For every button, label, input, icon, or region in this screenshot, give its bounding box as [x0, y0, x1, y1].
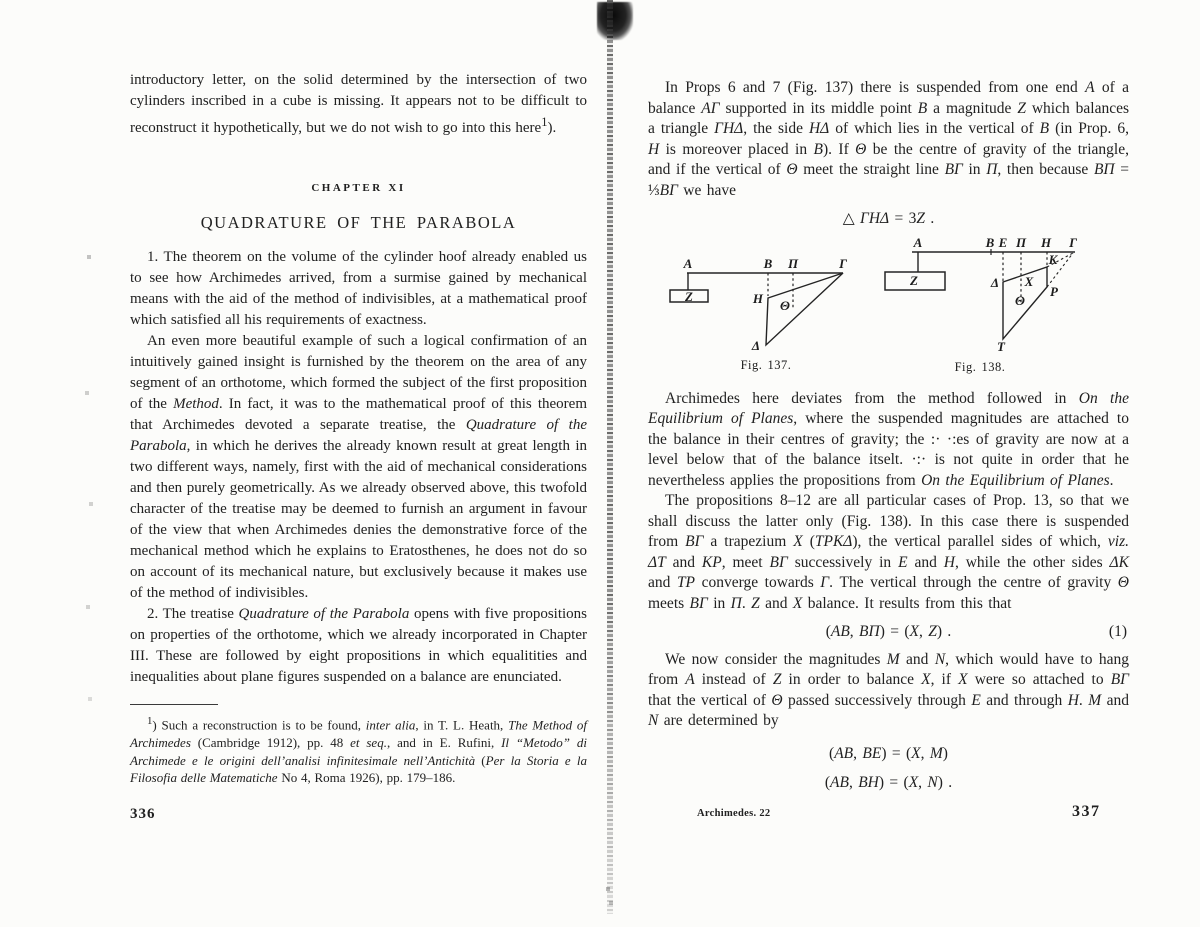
paragraph: The propositions 8–12 are all particular cases of Prop. 13, so that we shall discuss the latter only (Fig. 138). In this case there is suspended from BΓ a trapezium X (TPKΔ), the vertical parallel sides of which, viz. ΔT and KP, meet BΓ successively in E and H, while the other sides ΔK and TP converge towards Γ. The vertical through the centre of gravity Θ meets BΓ in Π. Z and X balance. It results from this that [648, 492, 1129, 612]
figure-label-x: X [1024, 273, 1034, 289]
figure-label-delta: Δ [990, 274, 999, 290]
figure-label-h: H [1040, 236, 1052, 250]
scan-specks [0, 0, 2, 2]
paragraph: In Props 6 and 7 (Fig. 137) there is suspended from one end A of a balance AΓ supported in its middle point B a magnitude Z which balances a triangle ΓHΔ, the side HΔ of which lies in the vertical of B (in Prop. 6, H is moreover placed in B). If Θ be the centre of gravity of the triangle, and if the vertical of Θ meet the straight line BΓ in Π, then because BΠ = ⅓BΓ we have [648, 79, 1130, 199]
figure-label-b: B [763, 255, 773, 271]
footnote: $^1$) Such a reconstruction is to be found, inter alia, in T. L. Heath, The Method of Archimedes (Cambridge 1912), pp. 48 et seq., and in E. Rufini, Il “Metodo” di Archimede e le origini dell’analisi infinitesimale nell’Antichità (Per la Storia e la Filosofia delle Matematiche No 4, Roma 1926), pp. 179–186. [130, 715, 588, 786]
equation: (AB, BE) = (X, M) [829, 744, 948, 762]
paragraph: 1. The theorem on the volume of the cylinder hoof already enabled us to see how Archimedes arrived, from a surmise gained by mechanical means with the aid of the method of indivisibles, at a mathematical proof which satisfied all his requirements of exactness. [130, 249, 587, 328]
figures-row [648, 237, 1129, 389]
figure-138 [884, 237, 1129, 382]
figure-label-z: Z [685, 288, 693, 304]
figure-label-k: K [1048, 251, 1058, 267]
figure-label-e: E [998, 236, 1008, 250]
equation: △ ΓHΔ = 3Z . [842, 210, 935, 227]
equation-row [648, 622, 1129, 643]
figure-label-a: A [683, 255, 693, 271]
figure-label-t: T [997, 338, 1005, 354]
page-number-right: 337 [1072, 803, 1101, 820]
figure-label-h: H [752, 290, 763, 306]
figure-label-z: Z [910, 272, 918, 288]
page-number-left: 336 [130, 806, 156, 822]
binding-gutter [607, 0, 613, 914]
figure-label-theta: Θ [780, 297, 790, 313]
left-page-column [130, 70, 587, 787]
equation-number: (1) [1108, 623, 1127, 640]
figure-label-delta: Δ [751, 337, 761, 353]
figure-label-gamma: Γ [839, 255, 847, 271]
intro-paragraph: introductory letter, on the solid determined by the intersection of two cylinders inscribed in a cube is missing. It appears not to be difficult to reconstruct it hypothetically, but we do not wish to go into this here$^1$). [130, 72, 587, 136]
paragraph: An even more beautiful example of such a logical confirmation of an intuitively gained insight is furnished by the theorem on the area of any segment of an orthotome, which formed the subject of the first proposition of the Method. In fact, it was to the mathematical proof of this theorem that Archimedes devoted a separate treatise, the Quadrature of the Parabola, in which he derives the already known result at great length in two different ways, namely, first with the aid of mechanical considerations and then purely geometrically. As we already observed above, this twofold character of the treatise may be deemed to furnish an argument in favour of the view that when Archimedes denies the demonstrative force of the mechanical method which he explains to Eratosthenes, he does not do so on account of its mechanical nature, but exclusively because it makes use of the method of indivisibles. [130, 333, 587, 601]
chapter-title: QUADRATURE OF THE PARABOLA [200, 213, 517, 232]
figure-137 [651, 240, 856, 375]
figure-label-pi: Π [1015, 236, 1027, 250]
footnote-rule [130, 704, 218, 705]
equation: (AB, BH) = (X, N) . [824, 774, 953, 791]
paragraph: 2. The treatise Quadrature of the Parabola opens with five propositions on properties of the orthotome, which we already incorporated in Chapter III. These are followed by eight propositions in which equalitities and inequalities about plane figures suspended on a balance are enunciated. [130, 606, 588, 685]
figure-caption: Fig. 138. [954, 359, 1006, 374]
paragraph: We now consider the magnitudes M and N, which would have to hang from A instead of Z in order to balance X, if X were so attached to BΓ that the vertical of Θ passed successively through E and through H. M and N are determined by [648, 650, 1129, 729]
chapter-label: CHAPTER XI [311, 182, 406, 194]
binding-smudge [597, 2, 633, 40]
figure-label-b: B [985, 236, 995, 250]
figure-label-p: P [1050, 283, 1058, 299]
paragraph: Archimedes here deviates from the method followed in On the Equilibrium of Planes, where the suspended magnitudes are attached to the balance in their centres of gravity; the :· ·:es of gravity are now at a level below that of the balance itselt. ·:· is not quite in order that he nevertheless applies the propositions from On the Equilibrium of Planes. [648, 389, 1129, 489]
running-footer: Archimedes. 22 [697, 808, 771, 819]
right-page-column [648, 78, 1129, 801]
figure-caption: Fig. 137. [740, 357, 792, 372]
figure-label-gamma: Γ [1069, 236, 1077, 250]
figure-label-a: A [913, 236, 923, 250]
figure-label-theta: Θ [1015, 292, 1025, 308]
equation: (AB, BΠ) = (X, Z) . [825, 623, 952, 640]
figure-label-pi: Π [787, 255, 799, 271]
